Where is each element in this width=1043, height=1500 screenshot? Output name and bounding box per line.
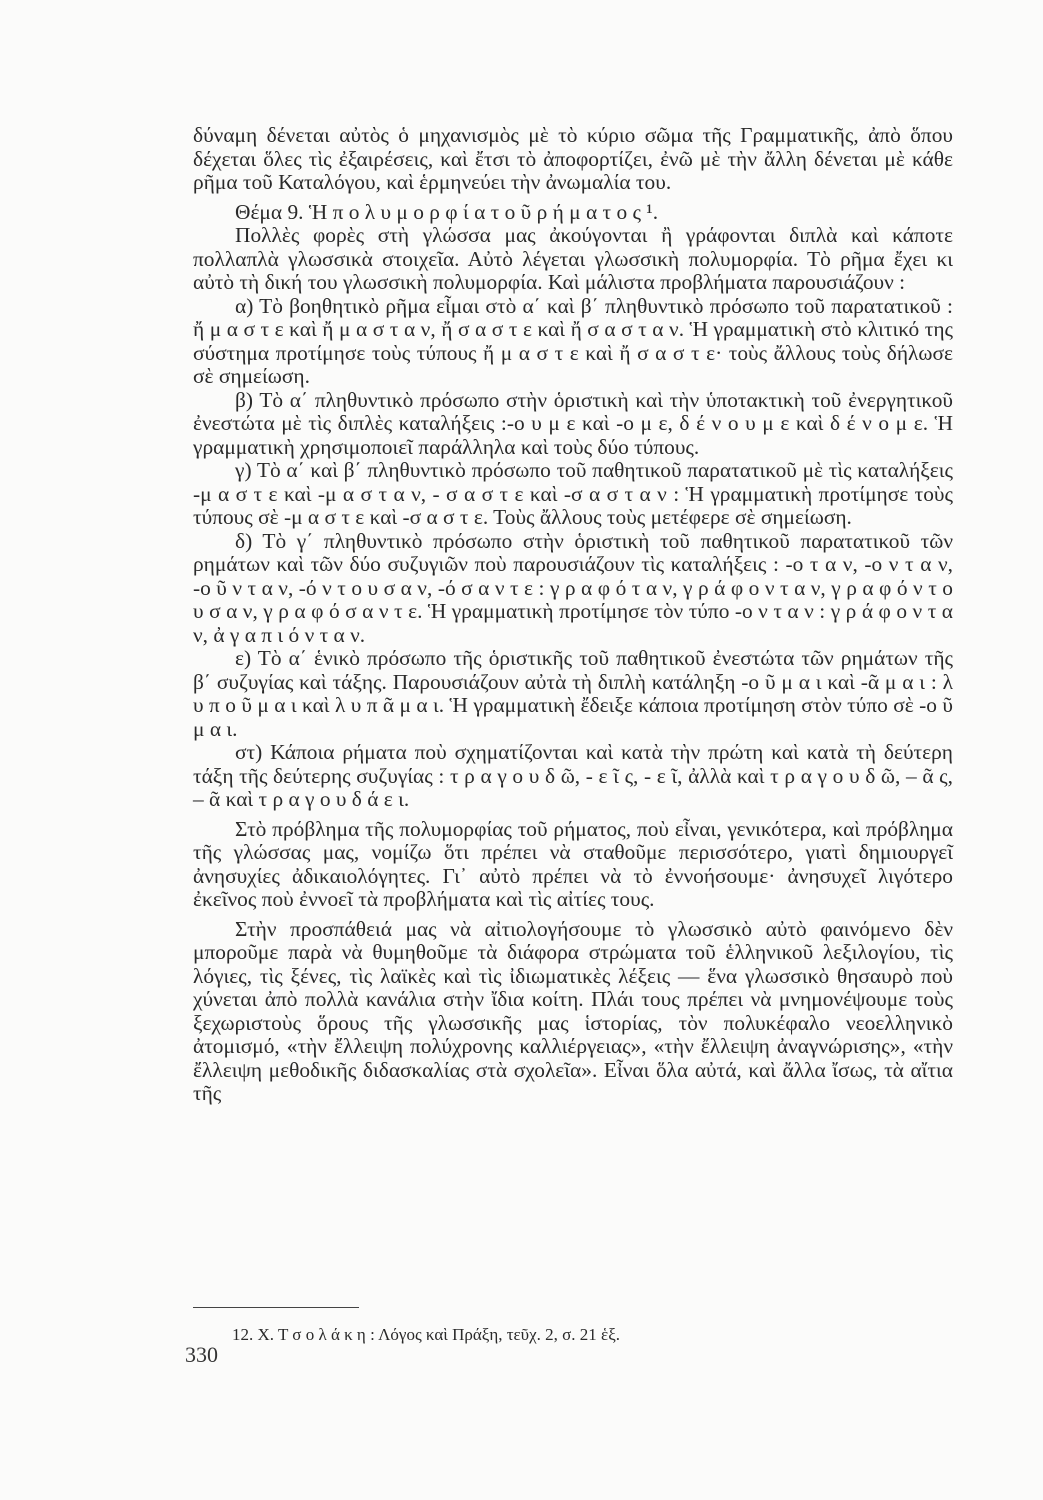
paragraph-item-b: β) Τὸ α΄ πληθυντικὸ πρόσωπο στὴν ὁριστικὴ καὶ τὴν ὑποτακτικὴ τοῦ ἐνεργητικοῦ ἐνεστώτα μὲ τὶς διπλὲς καταλήξεις :-ο υ μ ε καὶ -ο μ ε, δ έ ν ο υ μ ε καὶ δ έ ν ο μ ε. Ἡ γραμματικὴ χρησιμοποιεῖ παράλληλα καὶ τοὺς δύο τύπους.	[193, 387, 953, 459]
body-text	[193, 124, 953, 1106]
paragraph-item-d: δ) Τὸ γ΄ πληθυντικὸ πρόσωπο στὴν ὁριστικὴ τοῦ παθητικοῦ παρατατικοῦ τῶν ρημάτων καὶ τῶν δύο συζυγιῶν ποὺ παρουσιάζουν τὶς καταλήξεις : -ο τ α ν, -ο ν τ α ν, -ο ῦ ν τ α ν, -ό ν τ ο υ σ α ν, -ό σ α ν τ ε : γ ρ α φ ό τ α ν, γ ρ ά φ ο ν τ α ν, γ ρ α φ ό ν τ ο υ σ α ν, γ ρ α φ ό σ α ν τ ε. Ἡ γραμματικὴ προτίμησε τὸν τύπο -ο ν τ α ν : γ ρ ά φ ο ν τ α ν, ἀ γ α π ι ό ν τ α ν.	[193, 528, 953, 647]
paragraph-item-a: α) Τὸ βοηθητικὸ ρῆμα εἶμαι στὸ α΄ καὶ β΄ πληθυντικὸ πρόσωπο τοῦ παρατατικοῦ : ἤ μ α σ τ ε καὶ ἤ μ α σ τ α ν, ἤ σ α σ τ ε καὶ ἤ σ α σ τ α ν. Ἡ γραμματικὴ στὸ κλιτικό της σύστημα προτίμησε τοὺς τύπους ἤ μ α σ τ ε καὶ ἤ σ α σ τ ε· τοὺς ἄλλους τοὺς δήλωσε σὲ σημείωση.	[193, 293, 953, 388]
paragraph-discussion: Στὸ πρόβλημα τῆς πολυμορφίας τοῦ ρήματος, ποὺ εἶναι, γενικότερα, καὶ πρόβλημα τῆς γλώσσας μας, νομίζω ὅτι πρέπει νὰ σταθοῦμε περισσότερο, γιατὶ δημιουργεῖ ἀνησυχίες ἀδικαιολόγητες. Γι᾽ αὐτὸ πρέπει νὰ τὸ ἐννοήσουμε· ἀνησυχεῖ λιγότερο ἐκεῖνος ποὺ ἐννοεῖ τὰ προβλήματα καὶ τὶς αἰτίες τους.	[193, 816, 953, 911]
page-number: 330	[185, 1342, 218, 1367]
paragraph-causes: Στὴν προσπάθειά μας νὰ αἰτιολογήσουμε τὸ γλωσσικὸ αὐτὸ φαινόμενο δὲν μποροῦμε παρὰ νὰ θυμηθοῦμε τὰ διάφορα στρώματα τοῦ ἑλληνικοῦ λεξιλογίου, τὶς λόγιες, τὶς ξένες, τὶς λαϊκὲς καὶ τὶς ἰδιωματικὲς λέξεις — ἕνα γλωσσικὸ θησαυρὸ ποὺ χύνεται ἀπὸ πολλὰ κανάλια στὴν ἴδια κοίτη. Πλάι τους πρέπει νὰ μνημονέψουμε τοὺς ξεχωριστοὺς ὅρους τῆς γλωσσικῆς μας ἱστορίας, τὸν πολυκέφαλο νεοελληνικὸ ἀτομισμό, «τὴν ἔλλειψη πολύχρονης καλλιέργειας», «τὴν ἔλλειψη ἀναγνώρισης», «τὴν ἔλλειψη μεθοδικῆς διδασκαλίας στὰ σχολεῖα». Εἶναι ὅλα αὐτά, καὶ ἄλλα ἴσως, τὰ αἴτια τῆς	[193, 916, 953, 1105]
footnote-divider	[193, 1307, 359, 1308]
paragraph-item-st: στ) Κάποια ρήματα ποὺ σχηματίζονται καὶ κατὰ τὴν πρώτη καὶ κατὰ τὴ δεύτερη τάξη τῆς δεύτερης συζυγίας : τ ρ α γ ο υ δ ῶ, - ε ῖ ς, - ε ῖ, ἀλλὰ καὶ τ ρ α γ ο υ δ ῶ, – ᾶ ς, – ᾶ καὶ τ ρ α γ ο υ δ ά ε ι.	[193, 740, 953, 811]
paragraph-intro: Πολλὲς φορὲς στὴ γλώσσα μας ἀκούγονται ἢ γράφονται διπλὰ καὶ κάποτε πολλαπλὰ γλωσσικὰ στοιχεῖα. Αὐτὸ λέγεται γλωσσικὴ πολυμορφία. Τὸ ρῆμα ἔχει κι αὐτὸ τὴ δική του γλωσσικὴ πολυμορφία. Καὶ μάλιστα προβλήματα παρουσιάζουν :	[193, 223, 953, 294]
footnote: 12. Χ. Τ σ ο λ ά κ η : Λόγος καὶ Πράξη, τεῦχ. 2, σ. 21 ἑξ.	[232, 1325, 621, 1344]
paragraph-item-c: γ) Τὸ α΄ καὶ β΄ πληθυντικὸ πρόσωπο τοῦ παθητικοῦ παρατατικοῦ μὲ τὶς καταλήξεις -μ α σ τ ε καὶ -μ α σ τ α ν, - σ α σ τ ε καὶ -σ α σ τ α ν : Ἡ γραμματικὴ προτίμησε τοὺς τύπους σὲ -μ α σ τ ε καὶ -σ α σ τ ε. Τοὺς ἄλλους τοὺς μετέφερε σὲ σημείωση.	[193, 458, 953, 529]
section-heading-theme-9: Θέμα 9. Ἡ π ο λ υ μ ο ρ φ ί α τ ο ῦ ρ ή μ α τ ο ς ¹.	[235, 199, 659, 224]
paragraph-item-e: ε) Τὸ α΄ ἑνικὸ πρόσωπο τῆς ὁριστικῆς τοῦ παθητικοῦ ἐνεστώτα τῶν ρημάτων τῆς β΄ συζυγίας καὶ τάξης. Παρουσιάζουν αὐτὰ τὴ διπλὴ κατάληξη -ο ῦ μ α ι καὶ -ᾶ μ α ι : λ υ π ο ῦ μ α ι καὶ λ υ π ᾶ μ α ι. Ἡ γραμματικὴ ἔδειξε κάποια προτίμηση στὸν τύπο σὲ -ο ῦ μ α ι.	[193, 646, 953, 741]
paragraph-continuation: δύναμη δένεται αὐτὸς ὁ μηχανισμὸς μὲ τὸ κύριο σῶμα τῆς Γραμματικῆς, ἀπὸ ὅπου δέχεται ὅλες τὶς ἐξαιρέσεις, καὶ ἔτσι τὸ ἀποφορτίζει, ἐνῶ μὲ τὴν ἄλλη δένεται μὲ κάθε ρῆμα τοῦ Καταλόγου, καὶ ἑρμηνεύει τὴν ἀνωμαλία του.	[193, 123, 953, 194]
